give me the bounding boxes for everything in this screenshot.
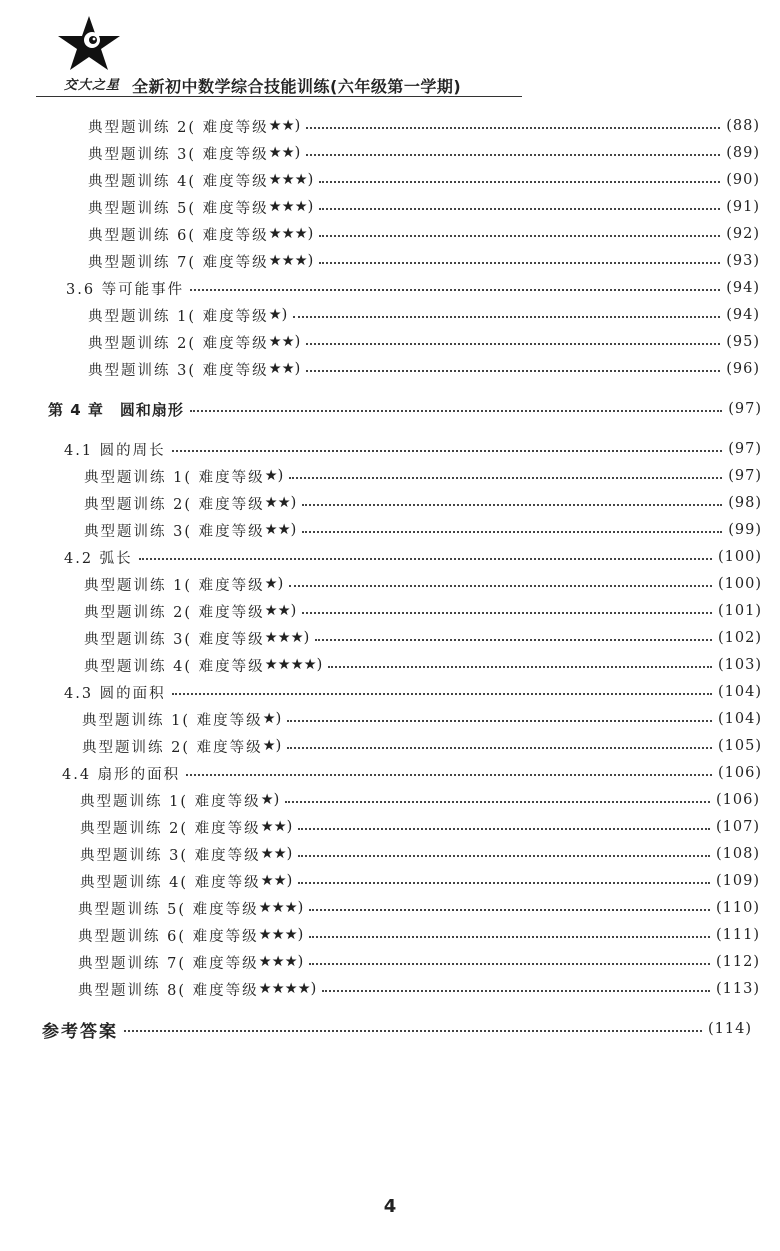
toc-entry-label: 典型题训练 4( 难度等级 [80,874,261,891]
dot-leader [287,747,712,749]
toc-page-number: (96) [726,361,760,377]
toc-page-number: (110) [716,900,760,916]
toc-item-entry [88,302,760,328]
dot-leader [139,558,712,560]
difficulty-stars: ★★★) [268,253,314,269]
toc-entry-label: 典型题训练 2( 难度等级 [84,604,265,621]
toc-page-number: (97) [728,468,762,484]
toc-section-entry [66,275,760,301]
toc-page-number: (109) [716,873,760,889]
toc-page-number: (99) [728,522,762,538]
difficulty-stars: ★★★) [258,900,304,916]
dot-leader [306,343,720,345]
dot-leader [186,774,712,776]
toc-page-number: (111) [716,927,760,943]
difficulty-stars: ★) [262,738,282,754]
toc-page-number: (88) [726,118,760,134]
difficulty-stars: ★) [264,468,284,484]
difficulty-stars: ★★) [264,603,297,619]
toc-entry-label: 典型题训练 7( 难度等级 [88,254,269,271]
toc-page-number: (94) [726,307,760,323]
toc-item-entry [84,652,762,678]
toc-entry-label: 典型题训练 1( 难度等级 [82,712,263,729]
toc-item-entry [78,976,760,1002]
difficulty-stars: ★★★★) [258,981,317,997]
toc-item-entry [88,248,760,274]
dot-leader [302,612,712,614]
toc-entry-label: 典型题训练 3( 难度等级 [88,362,269,379]
page-number: 4 [383,1196,397,1217]
difficulty-stars: ★★) [260,873,293,889]
toc-page-number: (113) [716,981,760,997]
dot-leader [190,410,722,412]
toc-item-entry [78,949,760,975]
toc-page-number: (89) [726,145,760,161]
logo-text: 交大之星 [63,78,120,93]
dot-leader [289,585,712,587]
toc-entry-label: 典型题训练 2( 难度等级 [84,496,265,513]
difficulty-stars: ★) [260,792,280,808]
toc-entry-label: 典型题训练 6( 难度等级 [88,227,269,244]
toc-entry-label: 典型题训练 3( 难度等级 [84,523,265,540]
toc-page-number: (103) [718,657,762,673]
dot-leader [322,990,710,992]
toc-item-entry [78,922,760,948]
difficulty-stars: ★★★) [258,954,304,970]
dot-leader [319,262,720,264]
toc-entry-label: 典型题训练 5( 难度等级 [78,901,259,918]
toc-item-entry [88,194,760,220]
toc-entry-label: 典型题训练 4( 难度等级 [84,658,265,675]
toc-entry-label: 典型题训练 2( 难度等级 [80,820,261,837]
difficulty-stars: ★★★★) [264,657,323,673]
toc-page-number: (90) [726,172,760,188]
difficulty-stars: ★★★) [258,927,304,943]
difficulty-stars: ★★★) [264,630,310,646]
toc-item-entry [84,517,762,543]
toc-page-number: (105) [718,738,762,754]
toc-item-entry [88,140,760,166]
toc-entry-label: 典型题训练 4( 难度等级 [88,173,269,190]
toc-entry-label: 第 4 章 圆和扇形 [48,400,184,419]
toc-item-entry [80,814,760,840]
difficulty-stars: ★★) [264,495,297,511]
dot-leader [298,855,710,857]
difficulty-stars: ★★★) [268,199,314,215]
toc-item-entry [88,356,760,382]
difficulty-stars: ★★) [260,846,293,862]
toc-item-entry [84,625,762,651]
toc-section-entry [62,760,762,786]
toc-item-entry [84,490,762,516]
dot-leader [306,127,720,129]
toc-item-entry [82,733,762,759]
toc-item-entry [82,706,762,732]
difficulty-stars: ★★) [264,522,297,538]
toc-entry-label: 典型题训练 1( 难度等级 [84,577,265,594]
dot-leader [285,801,710,803]
toc-page-number: (106) [718,765,762,781]
toc-item-entry [88,113,760,139]
toc-entry-label: 4.4 扇形的面积 [62,766,181,783]
toc-page-number: (95) [726,334,760,350]
toc-page-number: (104) [718,684,762,700]
toc-entry-label: 4.2 弧长 [64,550,133,567]
difficulty-stars: ★★) [268,361,301,377]
difficulty-stars: ★★★) [268,226,314,242]
toc-page-number: (100) [718,576,762,592]
toc-item-entry [84,463,762,489]
difficulty-stars: ★) [262,711,282,727]
toc-entry-label: 3.6 等可能事件 [66,281,185,298]
toc-page-number: (97) [728,441,762,457]
dot-leader [328,666,712,668]
toc-page-number: (108) [716,846,760,862]
dot-leader [190,289,720,291]
toc-entry-label: 典型题训练 3( 难度等级 [84,631,265,648]
toc-entry-label: 典型题训练 6( 难度等级 [78,928,259,945]
dot-leader [315,639,712,641]
toc-page-number: (104) [718,711,762,727]
dot-leader [319,181,720,183]
toc-entry-label: 典型题训练 1( 难度等级 [88,308,269,325]
toc-section-entry [64,436,762,462]
toc-page-number: (102) [718,630,762,646]
dot-leader [293,316,720,318]
toc-item-entry [88,221,760,247]
toc-entry-label: 典型题训练 1( 难度等级 [80,793,261,810]
toc-item-entry [88,167,760,193]
toc-entry-label: 典型题训练 2( 难度等级 [82,739,263,756]
dot-leader [309,963,710,965]
dot-leader [172,450,723,452]
toc-page-number: (91) [726,199,760,215]
dot-leader [319,235,720,237]
dot-leader [309,936,710,938]
toc-chapter-entry [48,396,762,422]
difficulty-stars: ★) [268,307,288,323]
toc-entry-label: 4.3 圆的面积 [64,685,166,702]
dot-leader [289,477,722,479]
toc-entry-label: 4.1 圆的周长 [64,442,166,459]
toc-entry-label: 参考答案 [42,1021,118,1042]
toc-section-entry [64,544,762,570]
toc-section-entry [64,679,762,705]
toc-page-number: (93) [726,253,760,269]
toc-answer-entry [42,1016,752,1042]
dot-leader [302,504,722,506]
difficulty-stars: ★) [264,576,284,592]
toc-page-number: (97) [728,401,762,417]
difficulty-stars: ★★) [268,334,301,350]
toc-entry-label: 典型题训练 2( 难度等级 [88,335,269,352]
toc-page-number: (100) [718,549,762,565]
dot-leader [287,720,712,722]
dot-leader [309,909,710,911]
toc-item-entry [84,598,762,624]
toc-page-number: (101) [718,603,762,619]
dot-leader [319,208,720,210]
difficulty-stars: ★★) [268,118,301,134]
dot-leader [306,370,720,372]
toc-item-entry [80,841,760,867]
toc-item-entry [88,329,760,355]
dot-leader [298,882,710,884]
toc-item-entry [80,787,760,813]
toc-entry-label: 典型题训练 7( 难度等级 [78,955,259,972]
toc-page-number: (114) [708,1021,752,1037]
dot-leader [302,531,722,533]
toc-page-number: (92) [726,226,760,242]
toc-entry-label: 典型题训练 2( 难度等级 [88,119,269,136]
difficulty-stars: ★★) [260,819,293,835]
dot-leader [298,828,710,830]
toc-entry-label: 典型题训练 3( 难度等级 [80,847,261,864]
toc-page-number: (112) [716,954,760,970]
toc-page-number: (98) [728,495,762,511]
toc-entry-label: 典型题训练 3( 难度等级 [88,146,269,163]
toc-page-number: (107) [716,819,760,835]
book-title: 全新初中数学综合技能训练(六年级第一学期) [132,77,462,96]
dot-leader [124,1030,702,1032]
toc-entry-label: 典型题训练 8( 难度等级 [78,982,259,999]
dot-leader [172,693,712,695]
toc-page-number: (94) [726,280,760,296]
toc-entry-label: 典型题训练 1( 难度等级 [84,469,265,486]
toc-item-entry [84,571,762,597]
toc-item-entry [80,868,760,894]
toc-entry-label: 典型题训练 5( 难度等级 [88,200,269,217]
difficulty-stars: ★★★) [268,172,314,188]
dot-leader [306,154,720,156]
toc-page-number: (106) [716,792,760,808]
difficulty-stars: ★★) [268,145,301,161]
toc-item-entry [78,895,760,921]
